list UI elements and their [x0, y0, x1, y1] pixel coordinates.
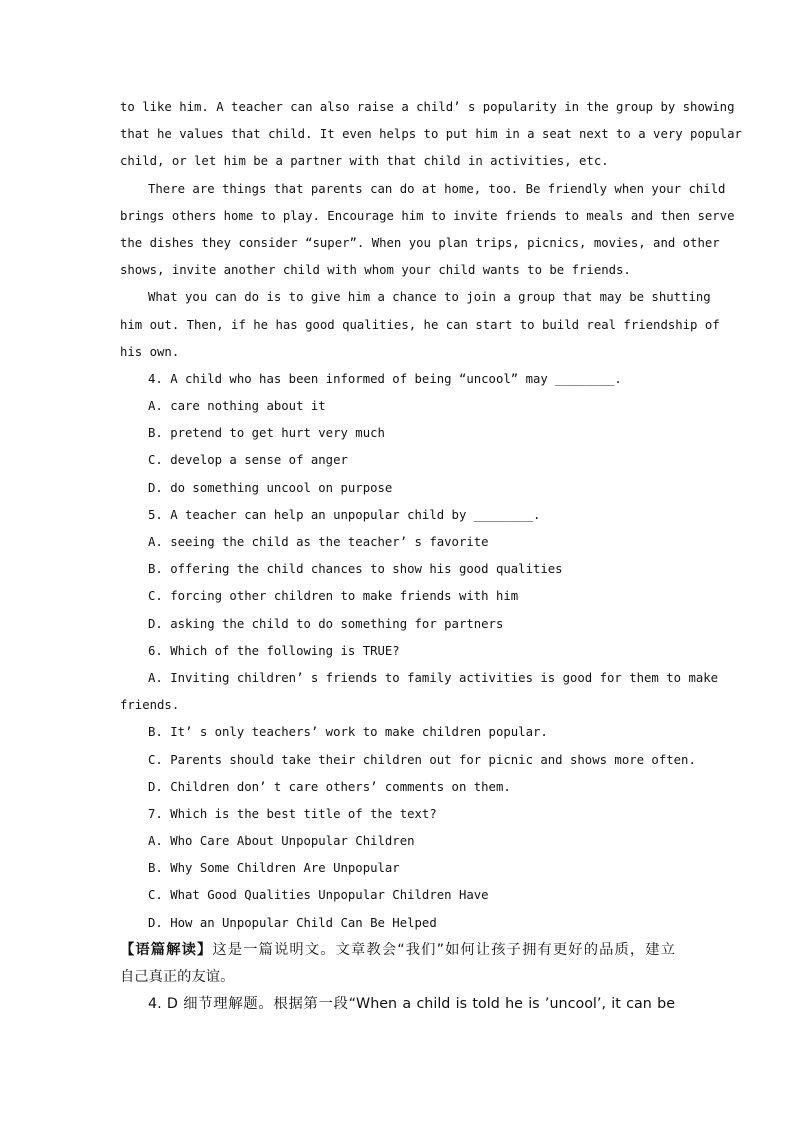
option-4b: B. pretend to get hurt very much [148, 426, 385, 441]
option-7c: C. What Good Qualities Unpopular Children Have [148, 888, 489, 903]
worksheet-page [120, 94, 742, 1018]
option-6a-continued: friends. [120, 698, 180, 713]
question-stem-4: 4. A child who has been informed of being “uncool” may ________. [148, 371, 622, 386]
answer-4-explanation: 4. D 细节理解题。根据第一段“When a child is told he is ’uncool’, it can be [148, 996, 675, 1013]
option-6d: D. Children don’ t care others’ comments on them. [148, 779, 511, 794]
passage-line: the dishes they consider “super”. When you plan trips, picnics, movies, and other [120, 235, 720, 250]
option-6c: C. Parents should take their children out for picnic and shows more often. [148, 752, 696, 767]
option-4c: C. develop a sense of anger [148, 453, 348, 468]
analysis-text: 这是一篇说明文。文章教会“我们”如何让孩子拥有更好的品质，建立 [212, 941, 676, 958]
passage-line: brings others home to play. Encourage him to invite friends to meals and then serve [120, 208, 735, 223]
option-5a: A. seeing the child as the teacher’ s favorite [148, 535, 489, 549]
question-stem-6: 6. Which of the following is TRUE? [148, 643, 400, 658]
option-5d: D. asking the child to do something for partners [148, 616, 504, 631]
passage-line: his own. [120, 344, 180, 359]
analysis-line-2: 自己真正的友谊。 [120, 969, 235, 985]
option-4a: A. care nothing about it [148, 399, 326, 414]
option-7b: B. Why Some Children Are Unpopular [148, 861, 400, 876]
option-5b: B. offering the child chances to show his good qualities [148, 562, 563, 577]
analysis-line [120, 937, 675, 964]
passage-line: that he values that child. It even helps to put him in a seat next to a very popular [120, 127, 742, 142]
analysis-label: 【语篇解读】 [120, 941, 213, 958]
option-4d: D. do something uncool on purpose [148, 480, 393, 495]
option-7a: A. Who Care About Unpopular Children [148, 834, 415, 849]
option-5c: C. forcing other children to make friends with him [148, 589, 519, 604]
question-stem-5: 5. A teacher can help an unpopular child by ________. [148, 507, 541, 522]
passage-line: shows, invite another child with whom your child wants to be friends. [120, 263, 631, 278]
question-stem-7: 7. Which is the best title of the text? [148, 806, 437, 821]
option-6b: B. It’ s only teachers’ work to make children popular. [148, 725, 548, 740]
passage-line: What you can do is to give him a chance to join a group that may be shutting [148, 290, 711, 305]
passage-line: to like him. A teacher can also raise a child’ s popularity in the group by showing [120, 100, 735, 114]
option-6a: A. Inviting children’ s friends to family activities is good for them to make [148, 670, 719, 685]
option-7d: D. How an Unpopular Child Can Be Helped [148, 915, 437, 930]
passage-line: him out. Then, if he has good qualities, he can start to build real friendship of [120, 317, 720, 332]
passage-line: child, or let him be a partner with that child in activities, etc. [120, 154, 609, 169]
passage-line: There are things that parents can do at home, too. Be friendly when your child [148, 181, 726, 196]
